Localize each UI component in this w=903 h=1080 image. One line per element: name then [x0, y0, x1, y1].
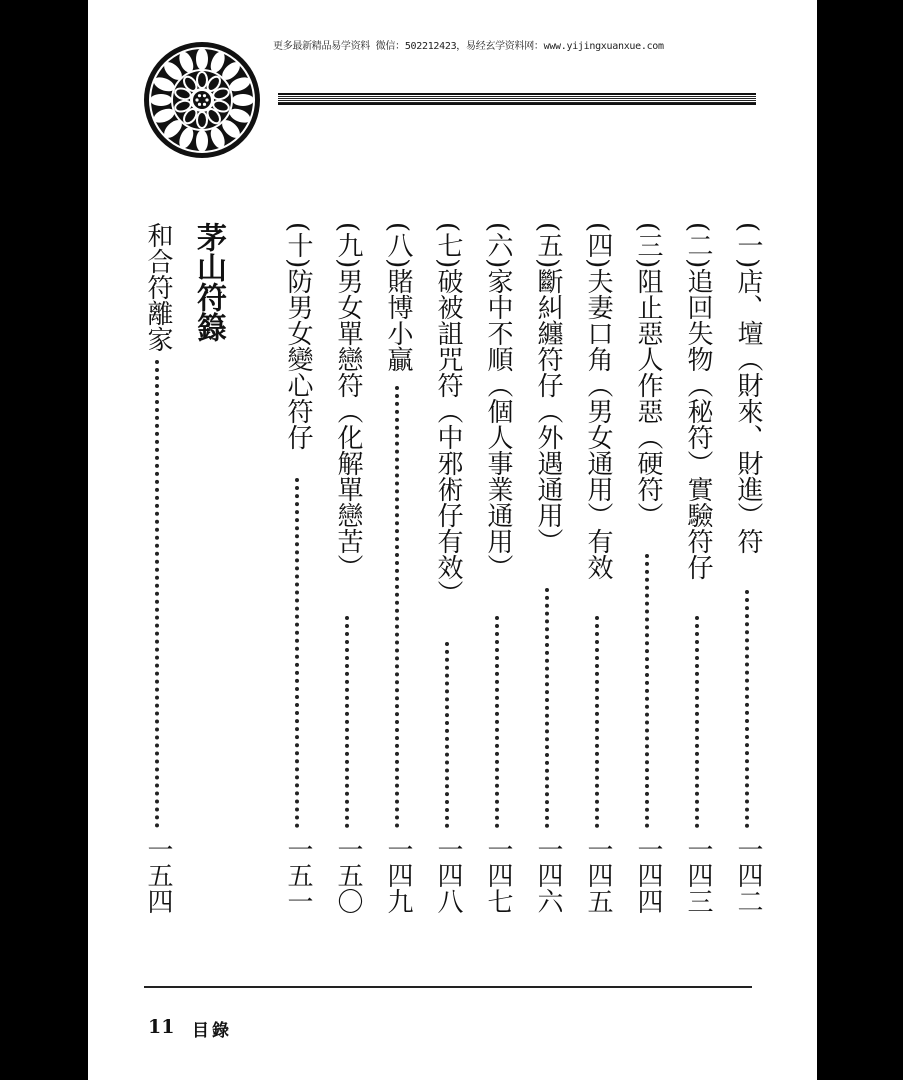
leader-dots	[695, 616, 699, 828]
toc-entry[interactable]	[328, 222, 368, 922]
toc-entry[interactable]	[728, 222, 768, 922]
footer-title: 目錄	[192, 1021, 232, 1041]
toc-entry-title: (六)家中不順（個人事業通用）	[483, 222, 513, 581]
toc-entry-page: 一五〇	[333, 836, 363, 914]
leader-dots	[745, 590, 749, 828]
toc-entry-title: 和合符離家	[143, 222, 173, 352]
leader-dots	[395, 386, 399, 828]
toc-entry[interactable]	[478, 222, 518, 922]
toc-entry[interactable]	[278, 222, 318, 922]
toc-entry-page: 一四三	[683, 836, 713, 914]
toc-entry-page: 一四八	[433, 836, 463, 914]
toc-entry-title: (九)男女單戀符（化解單戀苦）	[333, 222, 363, 581]
toc-entry-title: (四)夫妻口角（男女通用）有效	[583, 222, 613, 581]
toc-entry[interactable]	[428, 222, 468, 922]
toc-entry-title: (三)阻止惡人作惡（硬符）	[633, 222, 663, 529]
leader-dots	[345, 616, 349, 828]
toc-entry-title: (八)賭博小贏	[383, 222, 413, 373]
toc-entry-title: (七)破被詛咒符（中邪術仔有效）	[433, 222, 463, 607]
toc-entry[interactable]	[378, 222, 418, 922]
toc-entry-page: 一四四	[633, 836, 663, 914]
section-title: 茅山符籙	[191, 222, 226, 342]
toc-entry-title: (一)店、壇（財來、財進）符	[733, 222, 763, 555]
toc-entry-page: 一五一	[283, 836, 313, 914]
toc-entry-page: 一五四	[143, 836, 173, 914]
toc-entry[interactable]	[578, 222, 618, 922]
book-page	[88, 0, 817, 1080]
leader-dots	[495, 616, 499, 828]
toc-entry-page: 一四七	[483, 836, 513, 914]
footer-rule	[144, 986, 752, 988]
header-note: 更多最新精品易学资料 微信：502212423，易经玄学资料网：www.yijingxuanxue.com	[273, 41, 664, 52]
toc-entry[interactable]	[628, 222, 668, 922]
leader-dots	[445, 642, 449, 828]
leader-dots	[295, 478, 299, 828]
toc-entry[interactable]	[678, 222, 718, 922]
toc-entry-title: (五)斷糾纏符仔（外遇通用）	[533, 222, 563, 555]
footer-page-number: 11	[148, 1016, 175, 1038]
leader-dots	[645, 554, 649, 828]
lotus-emblem-icon	[142, 40, 262, 160]
toc-entry-page: 一四九	[383, 836, 413, 914]
toc-entry-title: (二)追回失物（秘符）實驗符仔	[683, 222, 713, 581]
leader-dots	[595, 616, 599, 828]
toc-entry-page: 一四六	[533, 836, 563, 914]
section-heading	[188, 222, 228, 922]
header-rule	[278, 93, 756, 105]
toc-entry-page: 一四二	[733, 836, 763, 914]
toc-entry[interactable]	[138, 222, 178, 922]
leader-dots	[155, 360, 159, 828]
toc-entry-page: 一四五	[583, 836, 613, 914]
toc-entry[interactable]	[528, 222, 568, 922]
leader-dots	[545, 588, 549, 828]
toc-entry-title: (十)防男女變心符仔	[283, 222, 313, 451]
